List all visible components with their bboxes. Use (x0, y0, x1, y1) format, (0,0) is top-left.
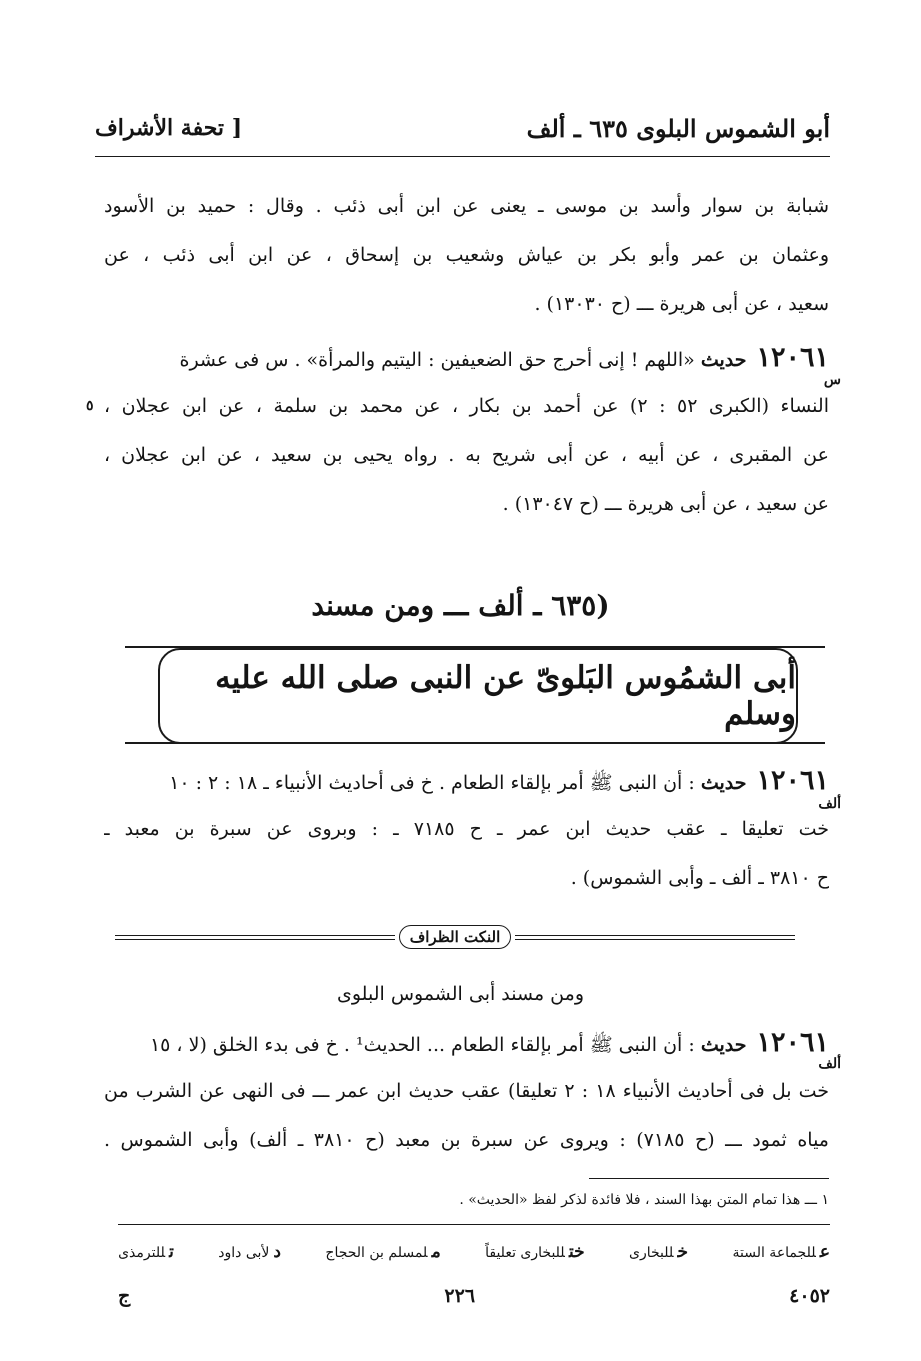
text-line: سعيد ، عن أبى هريرة ـــ (ح ١٣٠٣٠) . (534, 293, 829, 315)
hadith-first-line (104, 333, 829, 382)
section-title: (٦٣٥ ـ ألف ـــ ومن مسند (311, 589, 610, 622)
frame-rule-bottom (125, 742, 825, 744)
text-line: مياه ثمود ـــ (ح ٧١٨٥) : ويروى عن سبرة بن معبد (ح ٣٨١٠ ـ ألف) وأبى الشموس . (104, 1129, 829, 1151)
nukat-subtitle: ومن مسند أبى الشموس البلوى (337, 983, 584, 1005)
abbreviations-key (118, 1234, 830, 1270)
text-line: خت بل فى أحاديث الأنبياء ١٨ : ٢ تعليقا) عقب حديث ابن عمر ـــ فى النهى عن الشرب من (104, 1080, 829, 1102)
text-line: وعثمان بن عمر وأبو بكر بن عياش وشعيب بن إسحاق ، عن ابن أبى ذئب ، عن (104, 244, 829, 266)
hadith-entry-2 (104, 756, 829, 903)
nukat-label: النكت الظراف (399, 925, 512, 949)
text-line: شبابة بن سوار وأسد بن موسى ـ يعنى عن ابن أبى ذئب . وقال : حميد بن الأسود (104, 195, 829, 217)
nukat-divider (115, 924, 795, 950)
abbreviation-item: عللجماعة الستة (732, 1242, 830, 1262)
abbreviation-item: خللبخارى (629, 1242, 689, 1262)
musnad-name-box (158, 648, 798, 744)
text-line: عن سعيد ، عن أبى هريرة ـــ (ح ١٣٠٤٧) . (502, 493, 829, 515)
abbreviation-item: ختللبخارى تعليقاً (485, 1242, 585, 1262)
page-number: ٢٢٦ (444, 1285, 476, 1307)
hadith-entry-1 (104, 333, 829, 529)
margin-code: س (823, 372, 841, 388)
text-line: النساء (الكبرى ٥٢ : ٢) عن أحمد بن بكار ، عن محمد بن سلمة ، عن ابن عجلان ، (104, 395, 829, 417)
hadith-keyword: حديث (700, 772, 747, 794)
musnad-name: أبى الشمُوس البَلوىّ عن النبى صلى الله عليه وسلم (215, 660, 796, 732)
page-header (95, 100, 830, 157)
divider-rule (515, 935, 795, 940)
running-title: أبو الشموس البلوى ٦٣٥ ـ ألف (526, 113, 830, 143)
abbreviations-rule (118, 1224, 830, 1225)
hadith-keyword: حديث (700, 349, 747, 371)
hadith-text: : أن النبى ﷺ أمر بإلقاء الطعام . خ فى أحاديث الأنبياء ـ ١٨ : ٢ : ١٠ (169, 772, 695, 794)
page-footer (118, 1276, 830, 1316)
abbreviation-item: ملمسلم بن الحجاج (325, 1242, 441, 1262)
footnote: ١ ـــ هذا تمام المتن بهذا السند ، فلا فائدة لذكر لفظ «الحديث» . (459, 1192, 829, 1208)
book-title: [ تحفة الأشراف (95, 115, 243, 141)
abbreviation-item: تللترمذى (118, 1242, 174, 1262)
signature-mark: ج (118, 1285, 131, 1307)
hadith-number: ١٢٠٦١ (756, 1027, 829, 1058)
hadith-count: ٤٠٥٢ (789, 1285, 830, 1307)
abbreviation-item: دلأبى داود (218, 1242, 281, 1262)
margin-code-right: ٥ (86, 398, 94, 414)
hadith-number: ١٢٠٦١ (756, 342, 829, 373)
hadith-text: «اللهم ! إنى أحرج حق الضعيفين : اليتيم والمرأة» . س فى عشرة (179, 349, 695, 371)
continuation-block (104, 182, 829, 329)
nukat-entry (104, 1018, 829, 1165)
divider-rule (115, 935, 395, 940)
footnote-rule (589, 1178, 829, 1179)
hadith-number: ١٢٠٦١ (756, 765, 829, 796)
hadith-first-line (104, 1018, 829, 1067)
hadith-keyword: حديث (700, 1034, 747, 1056)
margin-code: ألف (818, 796, 841, 812)
text-line: عن المقبرى ، عن أبيه ، عن أبى شريح به . رواه يحيى بن سعيد ، عن ابن عجلان ، (104, 444, 829, 466)
margin-code: ألف (818, 1056, 841, 1072)
hadith-text: : أن النبى ﷺ أمر بإلقاء الطعام ... الحديث¹ . خ فى بدء الخلق (لا ، ١٥ (149, 1034, 695, 1056)
text-line: خت تعليقا ـ عقب حديث ابن عمر ـ ح ٧١٨٥ ـ : وبروى عن سبرة بن معبد ـ (104, 818, 829, 840)
text-line: ح ٣٨١٠ ـ ألف ـ وأبى الشموس) . (570, 867, 829, 889)
hadith-first-line (104, 756, 829, 805)
